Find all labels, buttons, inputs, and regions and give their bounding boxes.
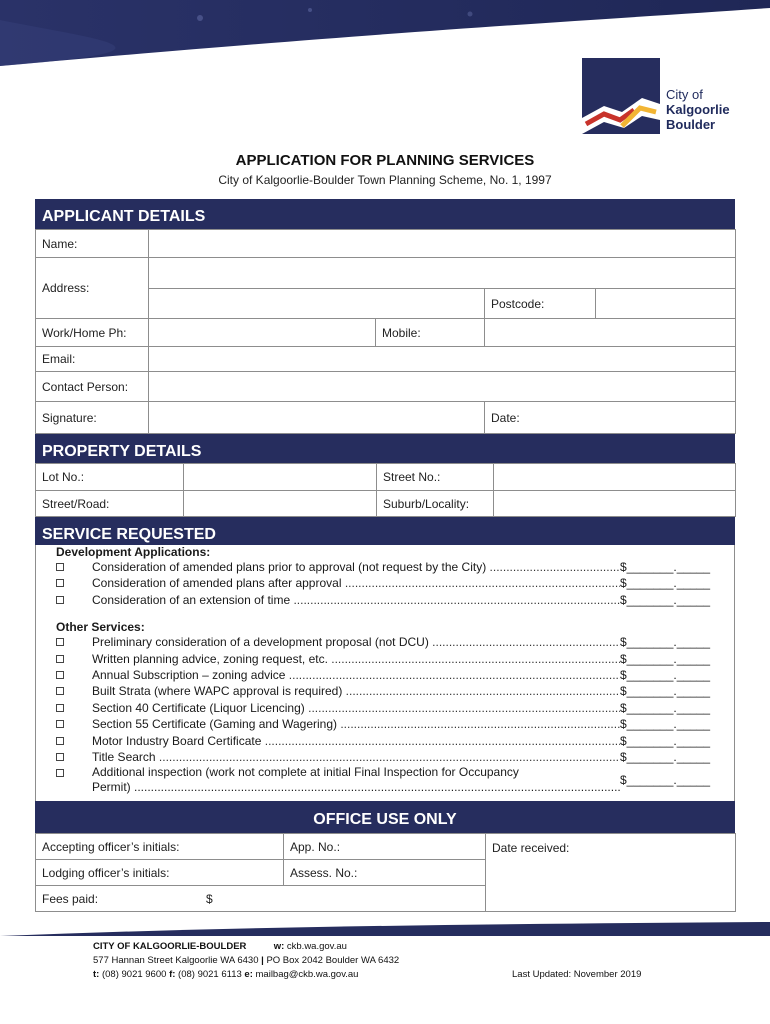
amount-field[interactable]: $_______._____	[620, 749, 711, 764]
footer-email-link[interactable]: mailbag@ckb.wa.gov.au	[255, 969, 359, 980]
list-item[interactable]	[36, 700, 734, 716]
street-road-field[interactable]	[184, 491, 377, 517]
app-no-label[interactable]: App. No.:	[284, 834, 486, 860]
signature-field[interactable]	[149, 402, 485, 434]
logo-line-3: Boulder	[666, 117, 716, 132]
service-label	[92, 765, 620, 795]
accepting-officer-label: Accepting officer’s initials:	[36, 834, 284, 860]
list-item[interactable]	[36, 592, 734, 608]
list-item[interactable]	[36, 716, 734, 732]
phone-label: Work/Home Ph:	[36, 319, 149, 347]
list-item[interactable]	[36, 634, 734, 650]
email-field[interactable]	[149, 347, 736, 372]
office-use-heading: OFFICE USE ONLY	[35, 801, 735, 833]
amount-field[interactable]: $_______._____	[620, 635, 711, 650]
list-item[interactable]	[36, 683, 734, 699]
postcode-field[interactable]	[596, 289, 736, 319]
name-label: Name:	[36, 230, 149, 258]
checkbox[interactable]	[56, 655, 64, 663]
date-received-label[interactable]: Date received:	[486, 834, 736, 912]
lodging-officer-label: Lodging officer’s initials:	[36, 860, 284, 886]
checkbox[interactable]	[56, 563, 64, 571]
amount-field[interactable]: $_______._____	[620, 733, 711, 748]
footer-fax-label: f:	[169, 969, 176, 980]
service-label: Annual Subscription – zoning advice .....	[92, 667, 620, 683]
checkbox[interactable]	[56, 671, 64, 679]
footer-web-link[interactable]: ckb.wa.gov.au	[286, 941, 347, 952]
list-item[interactable]	[36, 559, 734, 575]
checkbox[interactable]	[56, 769, 64, 777]
address-field-line-2[interactable]	[149, 289, 485, 319]
checkbox[interactable]	[56, 720, 64, 728]
date-field[interactable]	[485, 402, 736, 434]
address-label: Address:	[36, 258, 149, 319]
logo-line-1: City of	[666, 87, 703, 102]
service-label: Consideration of amended plans prior to approval (not request by the City) .....	[92, 559, 620, 575]
street-road-label: Street/Road:	[36, 491, 184, 517]
service-label: Built Strata (where WAPC approval is required) .....	[92, 683, 620, 699]
name-field[interactable]	[149, 230, 736, 258]
other-services-heading: Other Services:	[56, 620, 145, 635]
list-item[interactable]	[36, 765, 734, 795]
address-field-line-1[interactable]	[149, 258, 736, 289]
service-label: Section 40 Certificate (Liquor Licencing) .....	[92, 700, 620, 716]
list-item[interactable]	[36, 651, 734, 667]
service-label: Title Search .....	[92, 749, 620, 765]
signature-label: Signature:	[36, 402, 149, 434]
checkbox[interactable]	[56, 704, 64, 712]
street-no-label: Street No.:	[377, 464, 494, 491]
amount-field[interactable]: $_______._____	[620, 717, 711, 732]
logo-line-2: Kalgoorlie	[666, 102, 730, 117]
logo-text	[666, 87, 730, 132]
footer-fax: (08) 9021 6113	[178, 969, 242, 980]
checkbox[interactable]	[56, 737, 64, 745]
footer-banner	[0, 922, 770, 936]
fees-paid-label: Fees paid:	[42, 891, 99, 906]
checkbox[interactable]	[56, 753, 64, 761]
footer-org: CITY OF KALGOORLIE-BOULDER	[93, 941, 247, 952]
suburb-field[interactable]	[494, 491, 736, 517]
footer-email-label: e:	[244, 969, 253, 980]
form-subtitle: City of Kalgoorlie-Boulder Town Planning Scheme, No. 1, 1997	[218, 173, 552, 187]
phone-field[interactable]	[149, 319, 376, 347]
date-label: Date:	[491, 410, 520, 425]
amount-field[interactable]: $_______._____	[620, 684, 711, 699]
service-requested-heading: SERVICE REQUESTED	[35, 517, 735, 545]
service-label-line-2: Permit) .....	[92, 780, 620, 795]
checkbox[interactable]	[56, 579, 64, 587]
amount-field[interactable]: $_______._____	[620, 560, 711, 574]
fees-dollar-sign: $	[206, 892, 213, 907]
application-form	[35, 199, 735, 912]
amount-field[interactable]: $_______._____	[620, 667, 711, 682]
fees-paid-row[interactable]	[36, 886, 486, 912]
footer-phone-label: t:	[93, 969, 100, 980]
footer-separator: |	[261, 955, 264, 966]
list-item[interactable]	[36, 749, 734, 765]
list-item[interactable]	[36, 667, 734, 683]
dev-applications-heading: Development Applications:	[56, 545, 211, 559]
checkbox[interactable]	[56, 638, 64, 646]
amount-field[interactable]: $_______._____	[620, 592, 711, 607]
contact-person-field[interactable]	[149, 372, 736, 402]
service-requested-list	[35, 545, 735, 801]
amount-field[interactable]: $_______._____	[620, 576, 711, 591]
footer-address: 577 Hannan Street Kalgoorlie WA 6430	[93, 955, 259, 966]
footer-phone: (08) 9021 9600	[101, 969, 167, 980]
amount-field[interactable]: $_______._____	[620, 773, 711, 788]
service-label: Section 55 Certificate (Gaming and Wagering) .....	[92, 716, 620, 732]
assess-no-label[interactable]: Assess. No.:	[284, 860, 486, 886]
service-label: Written planning advice, zoning request, etc. .....	[92, 651, 620, 667]
mobile-label: Mobile:	[376, 319, 485, 347]
footer-po-box: PO Box 2042 Boulder WA 6432	[266, 955, 400, 966]
applicant-details-table	[35, 229, 736, 434]
last-updated: Last Updated: November 2019	[512, 969, 642, 980]
email-label: Email:	[36, 347, 149, 372]
mobile-field[interactable]	[485, 319, 736, 347]
footer-web-label: w:	[273, 941, 285, 952]
contact-person-label: Contact Person:	[36, 372, 149, 402]
service-label: Motor Industry Board Certificate .....	[92, 733, 620, 749]
checkbox[interactable]	[56, 596, 64, 604]
service-label: Preliminary consideration of a development proposal (not DCU) .....	[92, 634, 620, 650]
service-label: Consideration of an extension of time .....	[92, 592, 620, 608]
lot-no-label: Lot No.:	[36, 464, 184, 491]
office-use-table	[35, 833, 736, 912]
list-item[interactable]	[36, 575, 734, 591]
property-details-table	[35, 463, 736, 517]
amount-field[interactable]: $_______._____	[620, 651, 711, 666]
street-no-field[interactable]	[494, 464, 736, 491]
service-label: Consideration of amended plans after approval .....	[92, 575, 620, 591]
property-details-heading: PROPERTY DETAILS	[35, 434, 735, 463]
footer-contact	[93, 940, 399, 982]
amount-field[interactable]: $_______._____	[620, 700, 711, 715]
list-item[interactable]	[36, 733, 734, 749]
postcode-label: Postcode:	[485, 289, 596, 319]
checkbox[interactable]	[56, 687, 64, 695]
applicant-details-heading: APPLICANT DETAILS	[35, 199, 735, 229]
lot-no-field[interactable]	[184, 464, 377, 491]
suburb-label: Suburb/Locality:	[377, 491, 494, 517]
form-title: APPLICATION FOR PLANNING SERVICES	[235, 152, 535, 169]
service-label-line-1: Additional inspection (work not complete at initial Final Inspection for Occupancy	[92, 765, 519, 780]
